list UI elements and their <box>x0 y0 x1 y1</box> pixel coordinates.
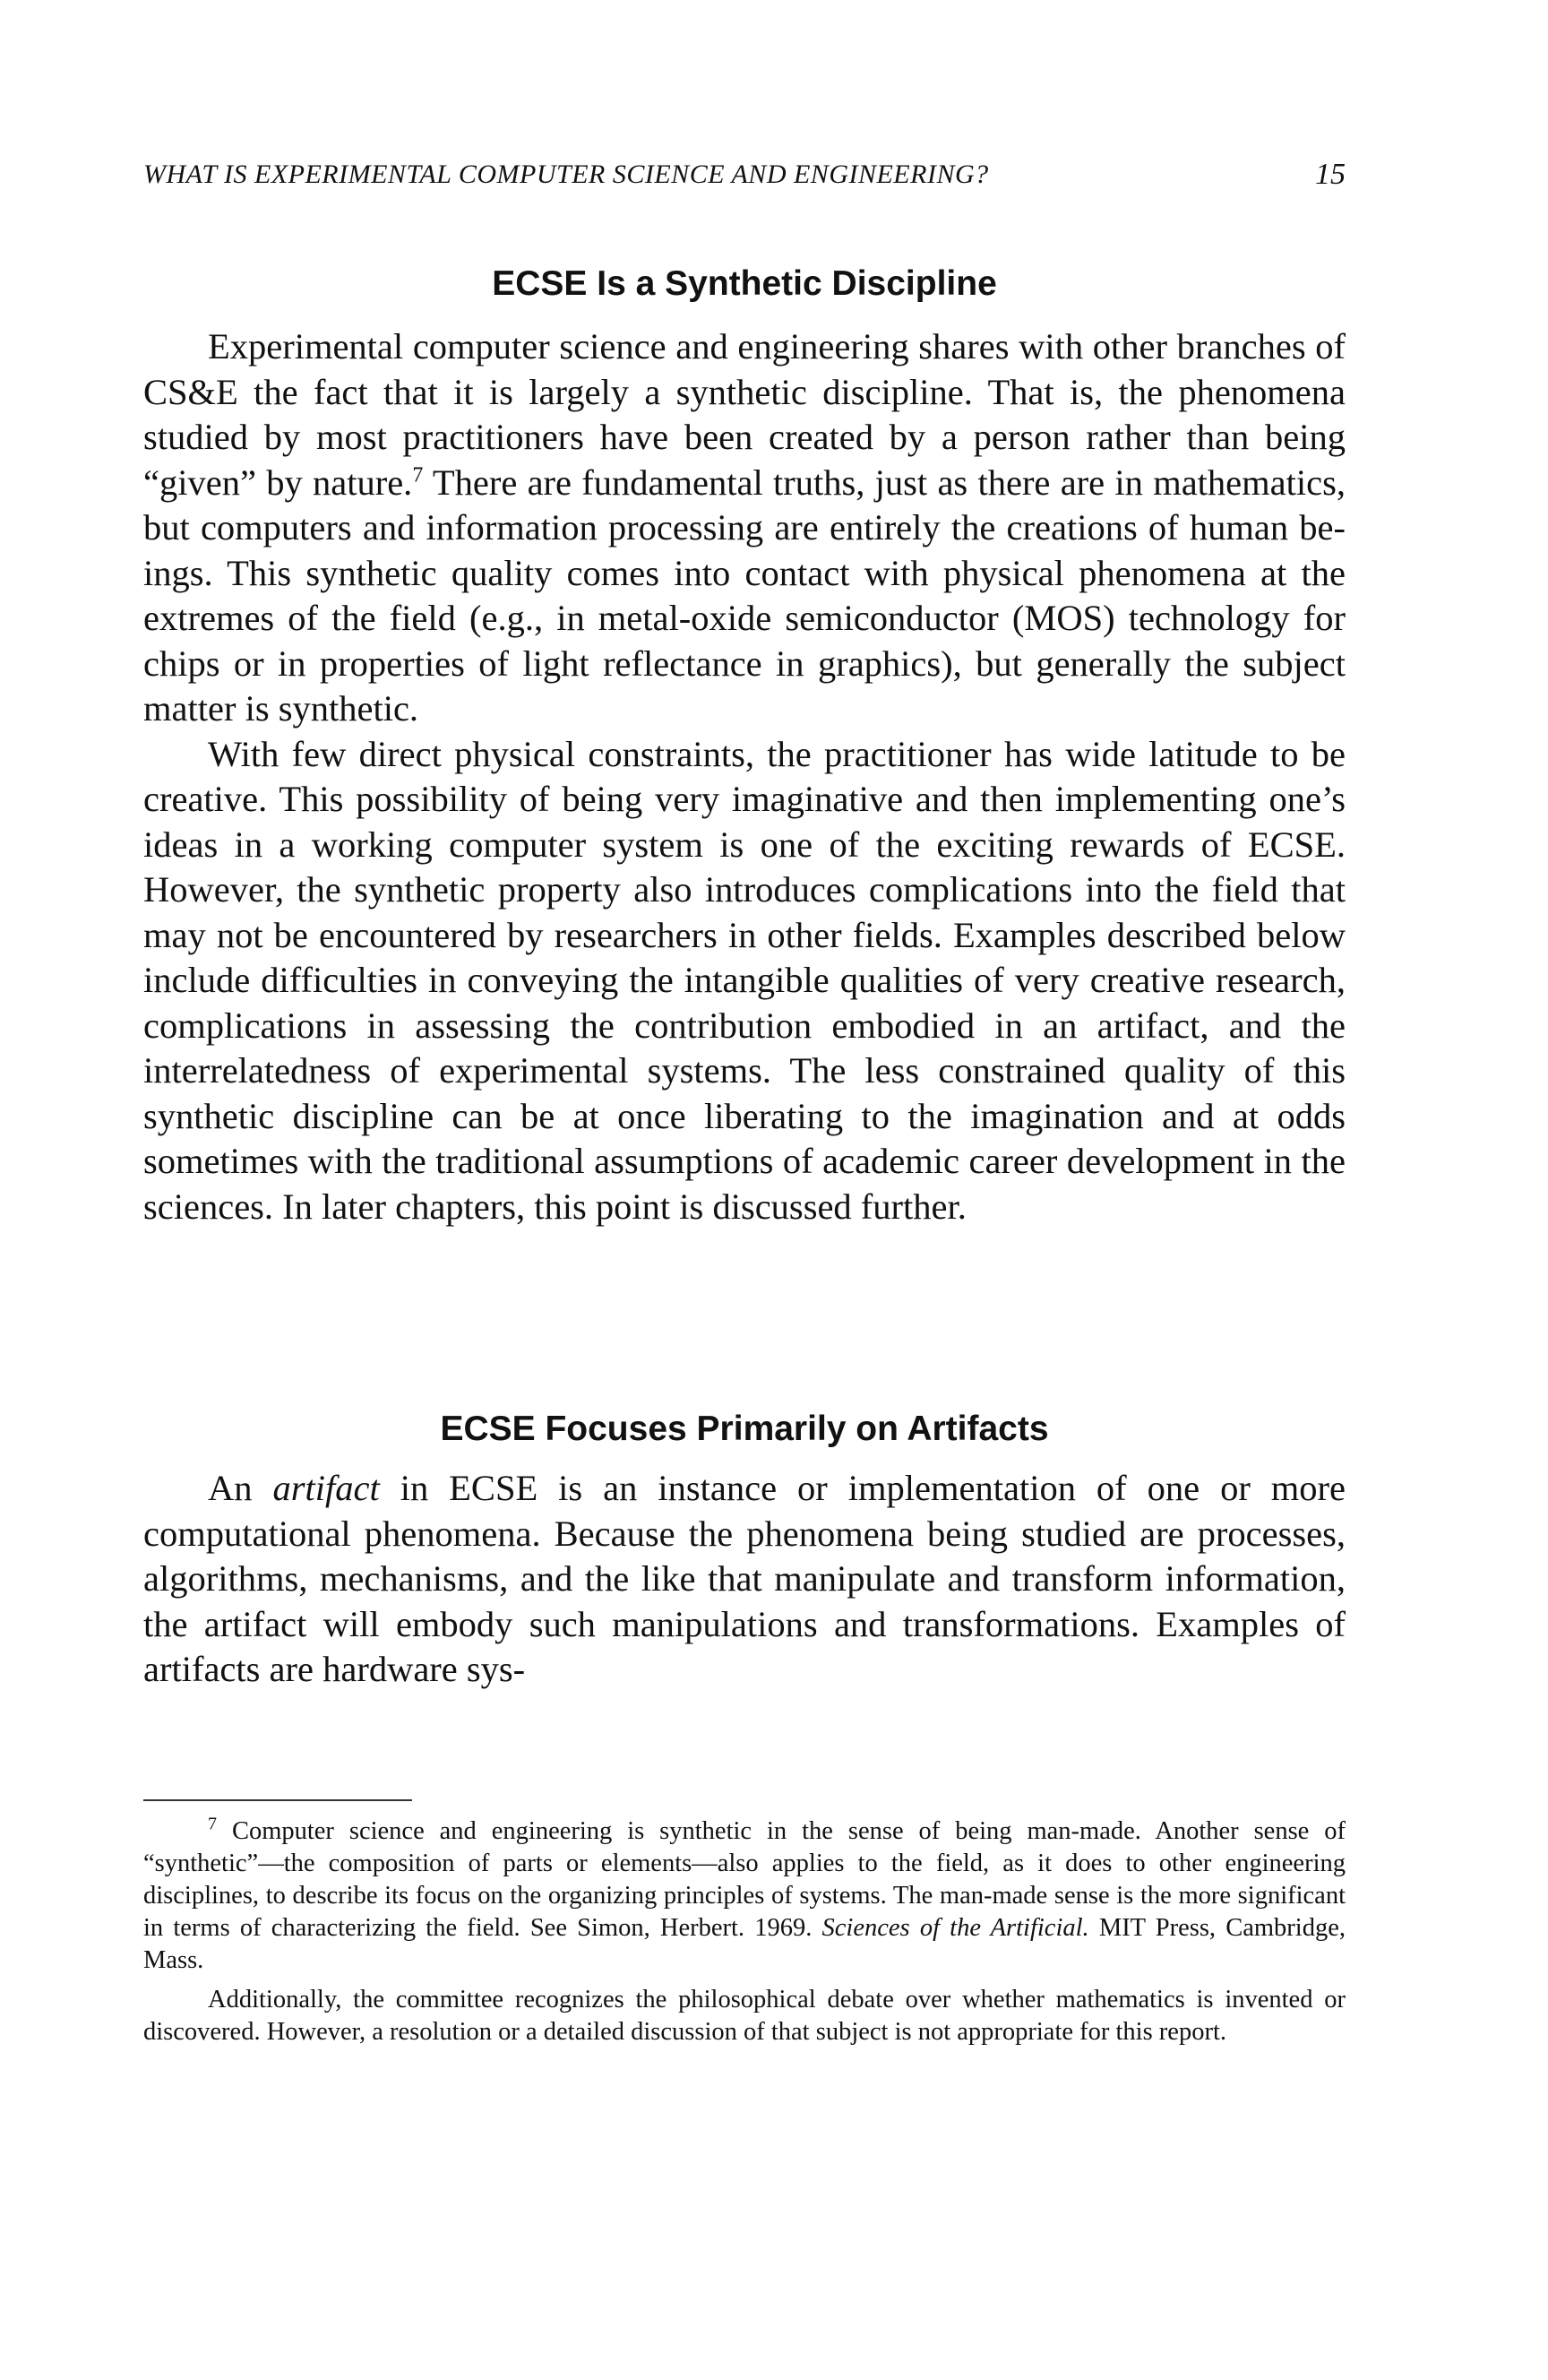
footnote-text: Computer science and engineering is synthetic in the sense of being man-made. Another sense of “synthetic”—the composition of parts or elements—also applies to the field, as it does to other engineering disciplines, to describe its focus on the organizing principles of systems. The man-made sense is the more significant in terms of characterizing the field. See Simon, Herbert. 1969. <box>143 1817 1346 1942</box>
page <box>143 0 1346 2380</box>
footnote-divider <box>143 1799 412 1801</box>
section-body <box>143 324 1346 1229</box>
section-artifacts <box>143 1407 1346 1693</box>
italic-term: artifact <box>272 1468 380 1508</box>
paragraph-text: An <box>208 1468 273 1508</box>
paragraph <box>143 324 1346 732</box>
section-heading: ECSE Focuses Primarily on Artifacts <box>440 1410 1049 1448</box>
footnote-7-continuation: Additionally, the committee recognizes the philosophical debate over whether mathematics is invented or discovered. However, a resolution or a detailed discussion of that subject is not appropriate for this report. <box>143 1986 1346 2046</box>
paragraph <box>143 1466 1346 1693</box>
page-number: 15 <box>1315 158 1346 191</box>
running-head-title: WHAT IS EXPERIMENTAL COMPUTER SCIENCE AND ENGINEERING? <box>143 160 989 189</box>
cited-title: Sciences of the Artificial. <box>821 1914 1089 1942</box>
footnote-reference[interactable]: 7 <box>412 463 424 487</box>
footnote-7 <box>143 1815 1346 1977</box>
section-synthetic-discipline <box>143 262 1346 1229</box>
running-head <box>143 155 1346 194</box>
paragraph-text: There are fundamental truths, just as there are in mathematics, but computers and information processing are entirely the creations of human beings. This synthetic quality comes into contact with physical phenomena at the extremes of the field (e.g., in metal-oxide semiconductor (MOS) technology for chips or in properties of light reflectance in graphics), but generally the subject matter is synthetic. <box>143 461 1346 729</box>
paragraph-text: Experimental computer science and engineering shares with other branches of CS&E the fact that it is largely a synthetic discipline. That is, the phenomena studied by most practitioners have been created by a person rather than being “given” by nature. <box>143 326 1346 503</box>
footnote-text: MIT Press, Cambridge, Mass. <box>143 1914 1346 1974</box>
footnotes <box>143 1815 1346 2048</box>
footnote-marker: 7 <box>208 1814 217 1834</box>
paragraph-text: in ECSE is an instance or implementation of one or more computational phenomena. Because the phenomena being studied are processes, algorithms, mechanisms, and the like that manipulate and transform information, the artifact will embody such manipulations and transformations. Examples of artifacts are hardware sys- <box>143 1468 1346 1689</box>
section-body <box>143 1466 1346 1693</box>
section-heading: ECSE Is a Synthetic Discipline <box>492 264 997 303</box>
paragraph: With few direct physical constraints, the practitioner has wide latitude to be creative. This possibility of being very imaginative and then implementing one’s ideas in a working computer system is one of the exciting rewards of ECSE. However, the synthetic property also introduces complications into the field that may not be encountered by researchers in other fields. Examples described below include difficulties in conveying the intangible qualities of very creative research, complications in assessing the contribution embodied in an artifact, and the interrelatedness of experimental systems. The less constrained quality of this synthetic discipline can be at once liberating to the imagination and at odds sometimes with the traditional assumptions of academic career development in the sciences. In later chapters, this point is discussed further. <box>143 733 1346 1227</box>
